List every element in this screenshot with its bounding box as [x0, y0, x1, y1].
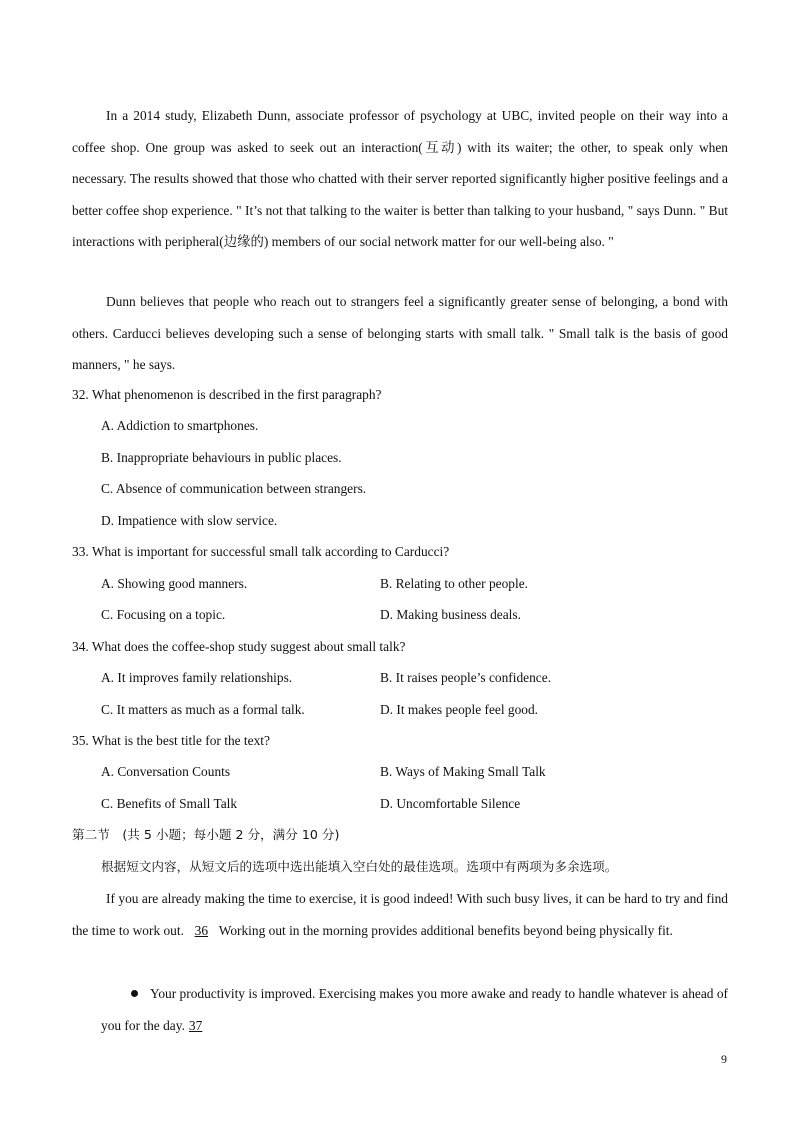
question-34-stem: 34. What does the coffee-shop study suggest about small talk?: [72, 639, 406, 654]
question-32-option-c: C. Absence of communication between strangers.: [101, 481, 367, 496]
question-33-option-d: D. Making business deals.: [380, 607, 521, 622]
section-2-paragraph-1: If you are already making the time to exercise, it is good indeed! With such busy lives, it can be hard to try and find the time to work out. 36 Working out in the morning provides additional benefits beyond being physically fit.: [72, 891, 728, 938]
question-35-option-a: A. Conversation Counts: [101, 764, 231, 779]
question-34-option-c: C. It matters as much as a formal talk.: [101, 702, 305, 717]
question-35-stem: 35. What is the best title for the text?: [72, 733, 270, 748]
section-2-instruction: 根据短文内容，从短文后的选项中选出能填入空白处的最佳选项。选项中有两项为多余选项。: [101, 859, 618, 874]
question-33-option-c: C. Focusing on a topic.: [101, 607, 226, 622]
blank-36[interactable]: 36: [194, 922, 209, 938]
question-34-option-a: A. It improves family relationships.: [101, 670, 293, 685]
blank-37[interactable]: 37: [188, 1017, 203, 1033]
page-number: 9: [721, 1052, 727, 1066]
question-33-option-b: B. Relating to other people.: [380, 576, 529, 591]
question-32-option-a: A. Addiction to smartphones.: [101, 418, 259, 433]
question-32-option-d: D. Impatience with slow service.: [101, 513, 278, 528]
passage-paragraph-2: Dunn believes that people who reach out to strangers feel a significantly greater sense of belonging, a bond with others. Carducci believes developing such a sense of belonging starts with small talk. " Small talk is the basis of good manners, " he says.: [72, 294, 728, 372]
question-34-option-b: B. It raises people’s confidence.: [380, 670, 552, 685]
question-35-option-d: D. Uncomfortable Silence: [380, 796, 521, 811]
bullet-icon: [131, 990, 138, 997]
question-32-option-b: B. Inappropriate behaviours in public places.: [101, 450, 342, 465]
question-33-option-a: A. Showing good manners.: [101, 576, 248, 591]
question-33-stem: 33. What is important for successful small talk according to Carducci?: [72, 544, 450, 559]
question-34-option-d: D. It makes people feel good.: [380, 702, 539, 717]
question-35-option-c: C. Benefits of Small Talk: [101, 796, 238, 811]
passage-paragraph-1: In a 2014 study, Elizabeth Dunn, associate professor of psychology at UBC, invited people on their way into a coffee shop. One group was asked to seek out an interaction(互动) with its waiter; the other, to speak only when necessary. The results showed that those who chatted with their server reported significantly higher positive feelings and a better coffee shop experience. " It’s not that talking to the waiter is better than talking to your husband, " says Dunn. " But interactions with peripheral(边缘的) members of our social network matter for our well-being also. ": [72, 108, 728, 249]
section-2-bullet-1: Your productivity is improved. Exercising makes you more awake and ready to handle whatever is ahead of you for the day. 37: [101, 986, 728, 1033]
question-35-option-b: B. Ways of Making Small Talk: [380, 764, 546, 779]
question-32-stem: 32. What phenomenon is described in the first paragraph?: [72, 387, 382, 402]
section-2-heading: 第二节 (共 5 小题；每小题 2 分，满分 10 分): [72, 827, 340, 842]
